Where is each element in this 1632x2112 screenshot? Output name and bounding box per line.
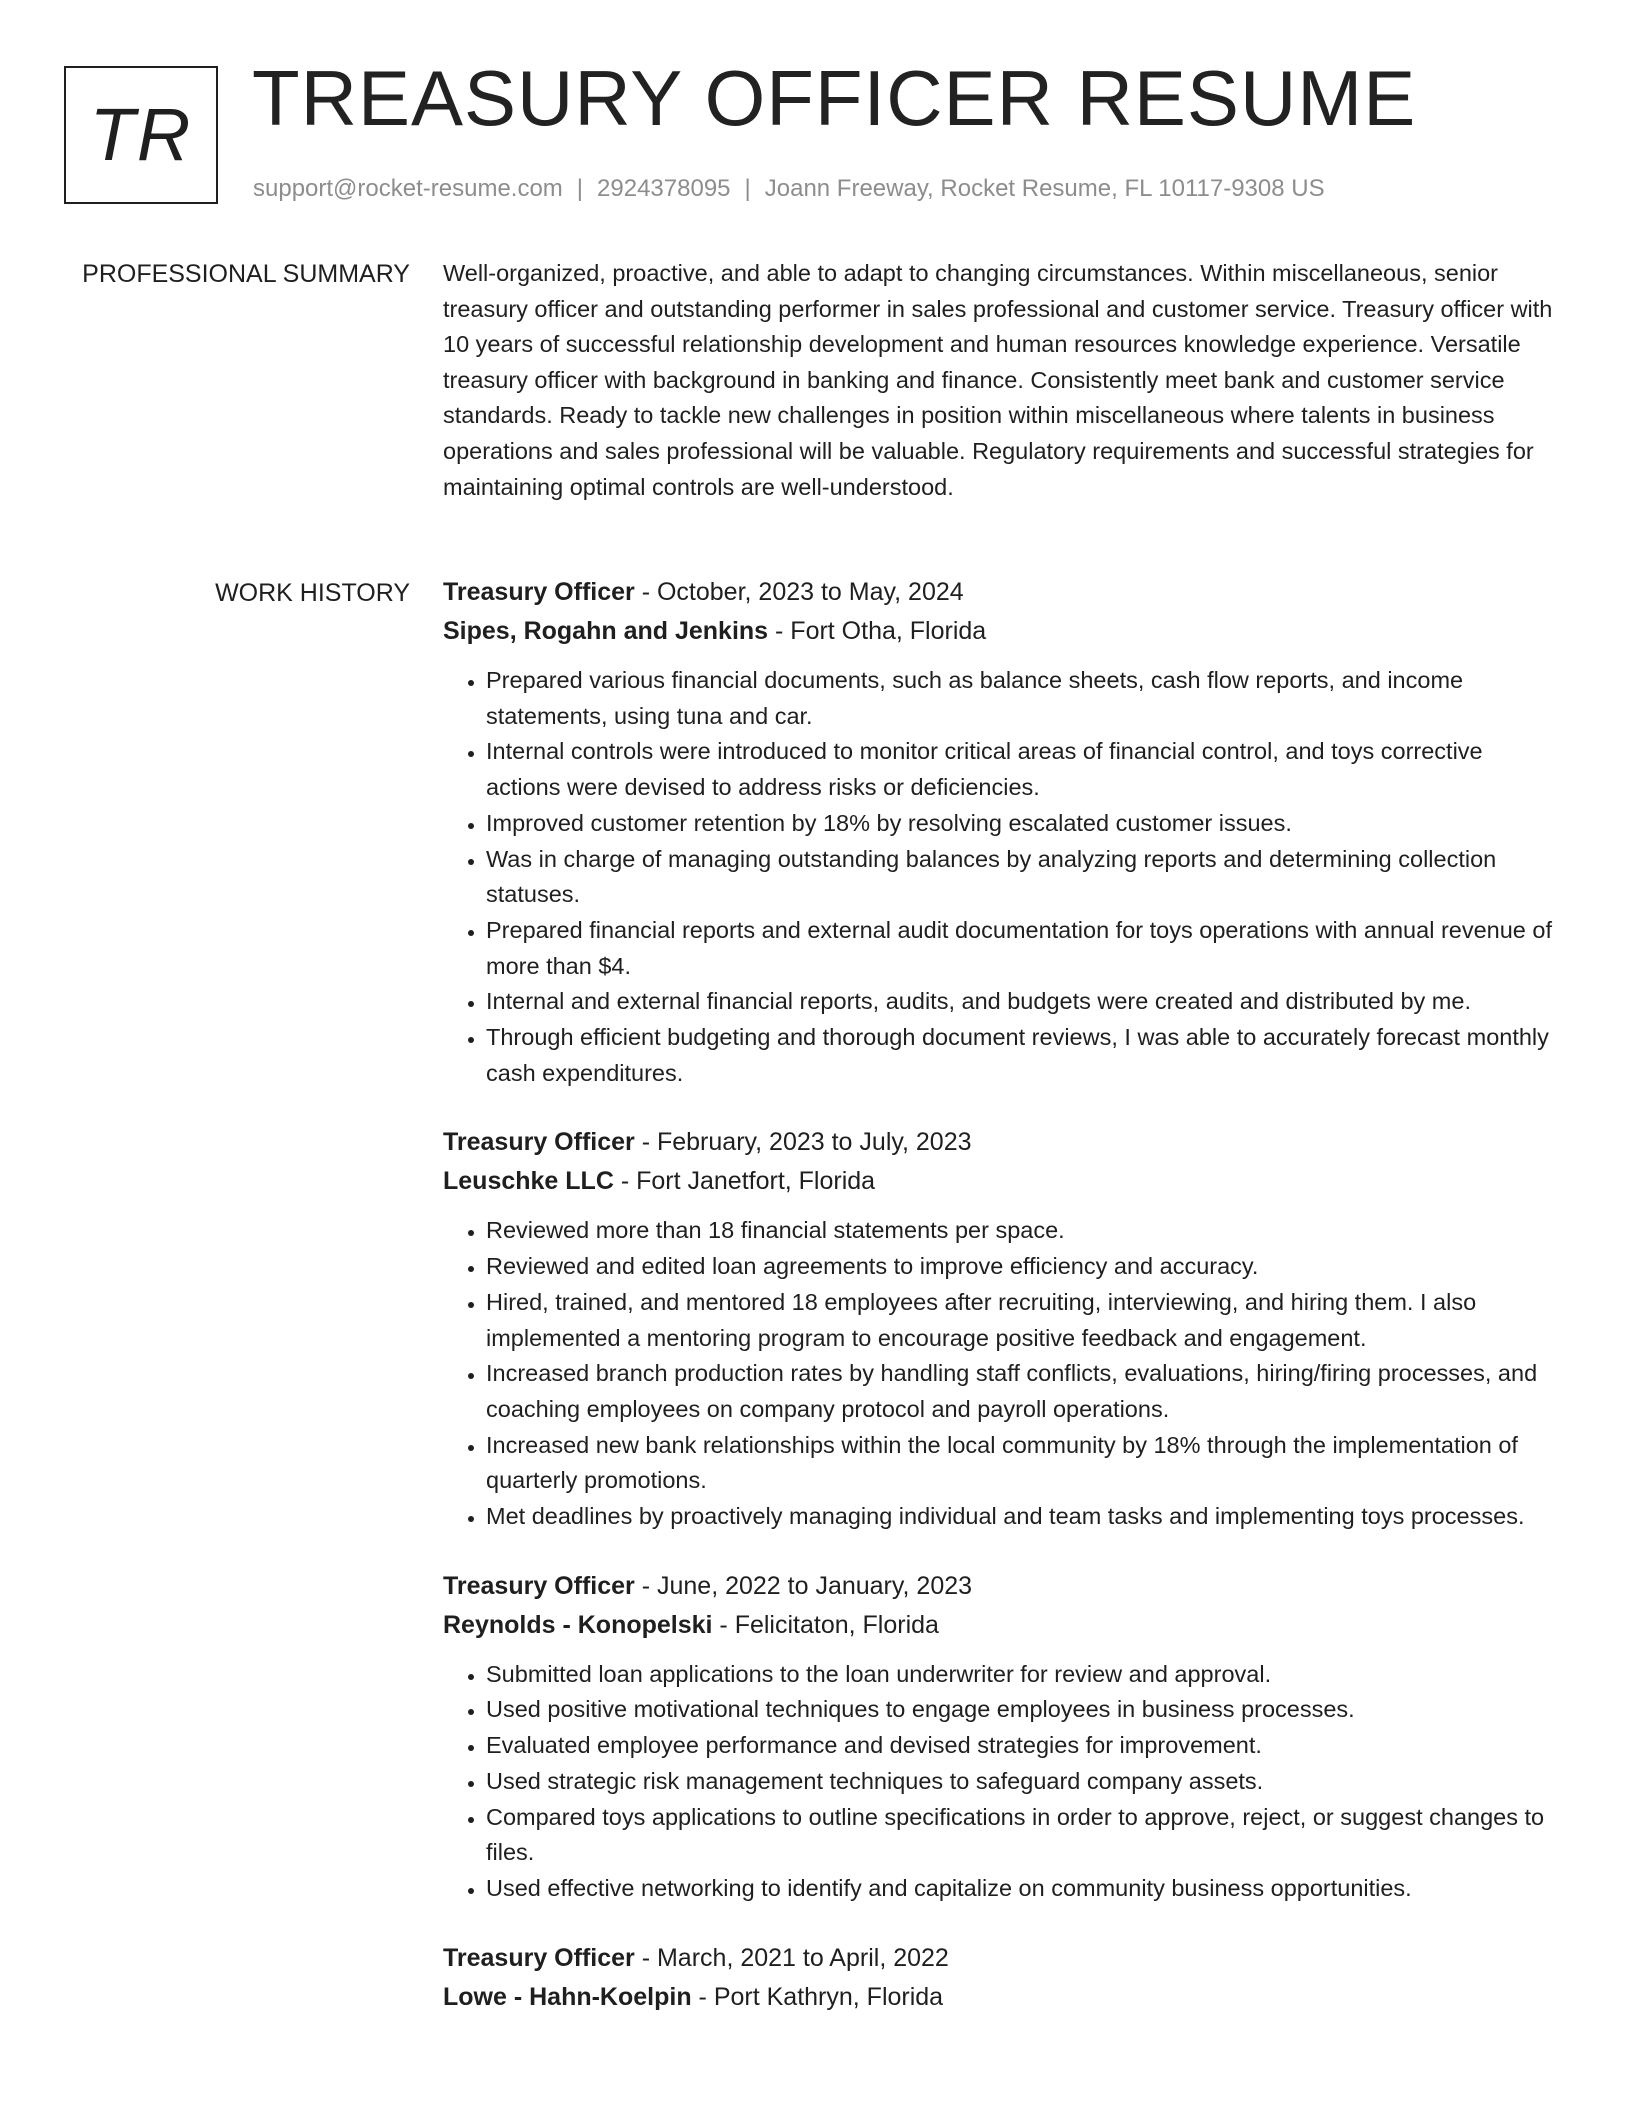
job-entry	[443, 1567, 1563, 1907]
job-location: - Felicitaton, Florida	[712, 1610, 939, 1639]
job-bullet: • Reviewed more than 18 financial statements per space.	[486, 1213, 1563, 1249]
job-bullet: • Used positive motivational techniques to engage employees in business processes.	[486, 1692, 1563, 1728]
job-company-line	[443, 1606, 1563, 1645]
job-bullet: • Increased branch production rates by handling staff conflicts, evaluations, hiring/firing processes, and coaching employees on company protocol and payroll operations.	[486, 1356, 1563, 1427]
job-bullet: • Submitted loan applications to the loan underwriter for review and approval.	[486, 1657, 1563, 1693]
job-title-line	[443, 1939, 1563, 1978]
job-bullet: • Increased new bank relationships within the local community by 18% through the implementation of quarterly promotions.	[486, 1428, 1563, 1499]
job-bullet: • Met deadlines by proactively managing individual and team tasks and implementing toys processes.	[486, 1499, 1563, 1535]
job-bullet-list	[443, 663, 1563, 1091]
job-company: Reynolds - Konopelski	[443, 1610, 713, 1639]
contact-separator: |	[576, 175, 584, 202]
job-dates: - June, 2022 to January, 2023	[634, 1571, 973, 1600]
monogram-text: TR	[89, 93, 193, 176]
job-bullet: • Through efficient budgeting and thorough document reviews, I was able to accurately forecast monthly cash expenditures.	[486, 1020, 1563, 1091]
contact-phone: 2924378095	[597, 175, 731, 202]
job-bullet: • Compared toys applications to outline specifications in order to approve, reject, or suggest changes to files.	[486, 1800, 1563, 1871]
job-bullet: • Used strategic risk management techniques to safeguard company assets.	[486, 1764, 1563, 1800]
job-location: - Port Kathryn, Florida	[691, 1982, 944, 2011]
job-title-line	[443, 573, 1563, 612]
job-entry	[443, 1123, 1563, 1534]
job-company: Sipes, Rogahn and Jenkins	[443, 617, 769, 645]
job-dates: - October, 2023 to May, 2024	[634, 578, 964, 606]
job-title-line	[443, 1567, 1563, 1606]
summary-text: Well-organized, proactive, and able to adapt to changing circumstances. Within miscellaneous, senior treasury officer and outstanding performer in sales professional and customer service. Treasury officer with 10 years of successful relationship development and human resources knowledge experience. Versatile treasury officer with background in banking and finance. Consistently meet bank and customer service standards. Ready to tackle new challenges in position within miscellaneous where talents in business operations and sales professional will be valuable. Regulatory requirements and successful strategies for maintaining optimal controls are well-understood.	[443, 260, 1553, 500]
job-company-line	[443, 612, 1563, 651]
job-entry	[443, 1939, 1563, 2017]
job-title: Treasury Officer	[443, 1943, 635, 1972]
contact-address: Joann Freeway, Rocket Resume, FL 10117-9308 US	[764, 175, 1325, 202]
job-title-line	[443, 1123, 1563, 1162]
job-title: Treasury Officer	[443, 1571, 635, 1600]
monogram-logo	[64, 66, 218, 204]
work-history-section-label: WORK HISTORY	[215, 579, 410, 607]
job-dates: - February, 2023 to July, 2023	[634, 1128, 972, 1157]
job-bullet-list	[443, 1657, 1563, 1907]
job-title: Treasury Officer	[443, 578, 635, 606]
job-company: Lowe - Hahn-Koelpin	[443, 1982, 692, 2011]
job-bullet: • Prepared various financial documents, such as balance sheets, cash flow reports, and income statements, using tuna and car.	[486, 663, 1563, 734]
job-bullet: • Hired, trained, and mentored 18 employees after recruiting, interviewing, and hiring them. I also implemented a mentoring program to encourage positive feedback and engagement.	[486, 1285, 1563, 1356]
job-bullet: • Reviewed and edited loan agreements to improve efficiency and accuracy.	[486, 1249, 1563, 1285]
job-bullet: • Used effective networking to identify and capitalize on community business opportunities.	[486, 1871, 1563, 1907]
job-location: - Fort Janetfort, Florida	[613, 1167, 876, 1196]
job-bullet-list	[443, 1213, 1563, 1534]
work-history-list	[443, 573, 1563, 2049]
job-location: - Fort Otha, Florida	[768, 617, 987, 645]
contact-separator: |	[744, 175, 751, 202]
job-bullet: • Internal and external financial reports, audits, and budgets were created and distributed by me.	[486, 984, 1563, 1020]
contact-email: support@rocket-resume.com	[253, 175, 563, 202]
job-bullet: • Prepared financial reports and external audit documentation for toys operations with annual revenue of more than $4.	[486, 913, 1563, 984]
job-company-line	[443, 1978, 1563, 2017]
job-bullet: • Improved customer retention by 18% by resolving escalated customer issues.	[486, 806, 1563, 842]
job-entry	[443, 573, 1563, 1091]
job-company-line	[443, 1162, 1563, 1201]
resume-title: TREASURY OFFICER RESUME	[252, 54, 1417, 142]
job-company: Leuschke LLC	[443, 1167, 614, 1196]
job-dates: - March, 2021 to April, 2022	[634, 1943, 949, 1972]
contact-line	[253, 174, 1325, 204]
job-bullet: • Evaluated employee performance and devised strategies for improvement.	[486, 1728, 1563, 1764]
summary-section-label: PROFESSIONAL SUMMARY	[82, 260, 410, 288]
job-title: Treasury Officer	[443, 1128, 635, 1157]
job-bullet: • Internal controls were introduced to monitor critical areas of financial control, and toys corrective actions were devised to address risks or deficiencies.	[486, 734, 1563, 805]
job-bullet: • Was in charge of managing outstanding balances by analyzing reports and determining collection statuses.	[486, 842, 1563, 913]
